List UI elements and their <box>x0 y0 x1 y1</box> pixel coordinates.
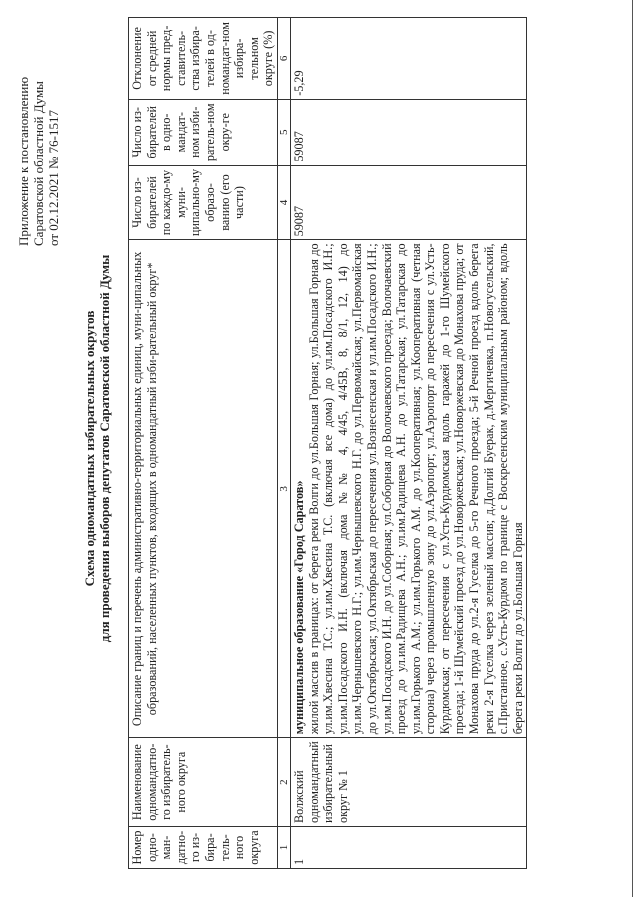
municipality-name: муниципальное образование «Город Саратов» <box>291 480 306 735</box>
header-voters-district: Число из-бирателей в одно-мандат-ном изби-ратель-ном окру-ге <box>129 99 278 165</box>
voters-district: 59087 <box>290 99 527 165</box>
header-number: Номер одно-ман-датно-го из-бира-тель-ного округа <box>129 827 278 869</box>
district-description <box>290 240 527 738</box>
column-number: 4 <box>277 165 290 240</box>
title-line-2: для проведения выборов депутатов Саратовской областной Думы <box>97 254 112 643</box>
appendix-line-2: Саратовской областной Думы <box>31 81 46 246</box>
header-voters-mo: Число из-бирателей по каждо-му муни-ципально-му образо-ванию (его части) <box>129 165 278 240</box>
appendix-line-3: от 02.12.2021 № 76-1517 <box>46 110 61 246</box>
table-header-row <box>129 18 278 869</box>
districts-table <box>128 17 527 869</box>
district-number: 1 <box>290 827 527 869</box>
column-number: 2 <box>277 738 290 827</box>
document-title <box>82 0 112 897</box>
column-number: 5 <box>277 99 290 165</box>
header-deviation: Отклонение от средней нормы пред-ставитель-ства избира-телей в од-номандат-ном избира-тельном округе (%) <box>129 18 278 100</box>
header-name: Наименование одномандатно-го избиратель-ного округа <box>129 738 278 827</box>
boundary-description: жилой массив в границах: от берега реки Волги до ул.Большая Горная; ул.Большая Горная до ул.им.Хвесина Т.С.; ул.им.Хвесина Т.С. (включая все дома) до ул.им.Посадского И.Н.; ул.им.Посадского И.Н. (включая дома №№ 4, 4/45, 4/45В, 8, 8/1, 12, 14) до ул.им.Чернышевского Н.Г.; ул.им.Чернышевского Н.Г. до ул.Первомайская; ул.Первомайская до ул.Октябрьская; ул.Октябрьская до пересечения ул.Вознесенская и ул.им.Посадского И.Н.; ул.им.Посадского И.Н. до ул.Соборная; ул.Соборная до Волочаевского проезда; Волочаевский проезд до ул.им.Радищева А.Н.; ул.им.Радищева А.Н. до ул.Татарская; ул.Татарская до ул.им.Горького А.М.; ул.им.Горького А.М. до ул.Кооперативная; ул.Кооперативная (четная сторона) через промышленную зону до ул.Аэропорт; ул.Аэропорт до пересечения с ул.Усть-Курдюмская; от пересечения с ул.Усть-Курдюмская вдоль гаражей до 1-го Шумейского проезда; 1-й Шумейский проезд до ул.Новоржевская; ул.Новоржевская до Монахова пруда; от Монахова пруда до ул.2-я Гуселка до 5-го Речного проезда; 5-й Речной проезд вдоль берега реки 2-я Гуселка через зеленый массив; д.Долгий Буерак, д.Мергичевка, п.Новогусельский, с.Пристанное, с.Усть-Курдюм по границе с Воскресенским муниципальным районом; вдоль берега реки Волги до ул.Большая Горная <box>306 243 525 735</box>
appendix-line-1: Приложение к постановлению <box>16 76 31 246</box>
table-row <box>290 18 527 869</box>
column-number: 1 <box>277 827 290 869</box>
appendix-note <box>16 36 61 246</box>
header-description: Описание границ и перечень административно-территориальных единиц, муни-ципальных образований, населенных пунктов, входящих в одномандатный изби-рательный округ* <box>129 240 278 738</box>
column-number-row <box>277 18 290 869</box>
page-edge-line <box>632 0 633 897</box>
deviation-percent: -5,29 <box>290 18 527 100</box>
district-name: Волжский одномандатный избирательный округ № 1 <box>290 738 527 827</box>
title-line-1: Схема одномандатных избирательных округов <box>82 310 97 587</box>
column-number: 3 <box>277 240 290 738</box>
column-number: 6 <box>277 18 290 100</box>
voters-municipality: 59087 <box>290 165 527 240</box>
